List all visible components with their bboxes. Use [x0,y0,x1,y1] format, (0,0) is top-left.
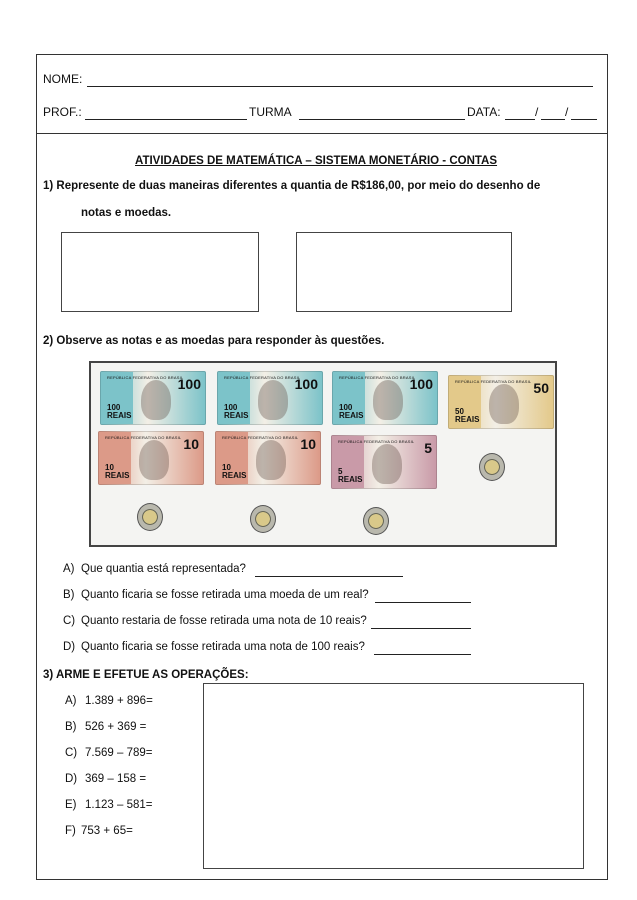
date-slash: / [535,105,539,119]
one-real-coin [250,505,276,533]
date-year-field[interactable] [571,119,597,120]
q2-d-letter: D) [63,641,76,653]
banknote-50 [448,375,554,429]
q2-b-letter: B) [63,589,75,601]
q2-a-answer[interactable] [255,576,403,577]
banknote-10 [215,431,321,485]
banknote-5 [331,435,437,489]
q1-text-cont: notas e moedas. [81,207,172,219]
effigy-portrait [139,440,169,480]
banknote-denomination: 100 [294,376,318,392]
q2-a-letter: A) [63,563,75,575]
banknote-label: 100 REAIS [339,403,364,420]
op-f-letter: F) [65,825,76,837]
name-label: NOME: [43,72,83,86]
answer-box-1[interactable] [61,232,259,312]
date-day-field[interactable] [505,119,535,120]
op-a-expr: 1.389 + 896= [85,695,153,707]
operations-work-area[interactable] [203,683,584,869]
banknote-label: 5 REAIS [338,467,363,484]
banknote-100 [332,371,438,425]
q2-c-letter: C) [63,615,76,627]
banknote-header: REPÚBLICA FEDERATIVA DO BRASIL [105,435,182,440]
op-b-letter: B) [65,721,77,733]
date-month-field[interactable] [541,119,565,120]
effigy-portrait [373,380,403,420]
banknote-label: 50 REAIS [455,407,480,424]
banknote-header: REPÚBLICA FEDERATIVA DO BRASIL [339,375,416,380]
name-field[interactable] [87,86,593,87]
banknote-10 [98,431,204,485]
op-d-letter: D) [65,773,78,785]
banknote-header: REPÚBLICA FEDERATIVA DO BRASIL [107,375,184,380]
q2-c-answer[interactable] [371,628,471,629]
op-d-expr: 369 – 158 = [85,773,147,785]
op-f-expr: 753 + 65= [81,825,133,837]
banknote-header: REPÚBLICA FEDERATIVA DO BRASIL [338,439,415,444]
banknote-denomination: 5 [424,440,432,456]
one-real-coin [479,453,505,481]
op-e-letter: E) [65,799,77,811]
q2-a-text: Que quantia está representada? [81,563,246,575]
q2-d-text: Quanto ficaria se fosse retirada uma nota de 100 reais? [81,641,365,653]
banknote-100 [100,371,206,425]
q3-title: 3) ARME E EFETUE AS OPERAÇÕES: [43,669,249,681]
banknote-100 [217,371,323,425]
q2-b-answer[interactable] [375,602,471,603]
q2-c-text: Quanto restaria de fosse retirada uma nota de 10 reais? [81,615,367,627]
banknote-denomination: 50 [533,380,549,396]
effigy-portrait [256,440,286,480]
banknote-denomination: 10 [183,436,199,452]
date-slash: / [565,105,569,119]
op-c-letter: C) [65,747,78,759]
banknote-denomination: 10 [300,436,316,452]
prof-label: PROF.: [43,105,82,119]
banknote-label: 100 REAIS [107,403,132,420]
effigy-portrait [258,380,288,420]
q2-b-text: Quanto ficaria se fosse retirada uma moeda de um real? [81,589,369,601]
banknote-header: REPÚBLICA FEDERATIVA DO BRASIL [455,379,532,384]
data-label: DATA: [467,105,501,119]
banknote-header: REPÚBLICA FEDERATIVA DO BRASIL [222,435,299,440]
effigy-portrait [489,384,519,424]
banknote-label: 100 REAIS [224,403,249,420]
banknote-label: 10 REAIS [222,463,247,480]
op-a-letter: A) [65,695,77,707]
turma-field[interactable] [299,119,465,120]
one-real-coin [363,507,389,535]
op-b-expr: 526 + 369 = [85,721,147,733]
banknote-label: 10 REAIS [105,463,130,480]
banknote-denomination: 100 [177,376,201,392]
op-c-expr: 7.569 – 789= [85,747,153,759]
page-title: ATIVIDADES DE MATEMÁTICA – SISTEMA MONETÁRIO - CONTAS [135,155,498,167]
q1-text: 1) Represente de duas maneiras diferentes a quantia de R$186,00, por meio do desenho de [43,180,541,192]
worksheet-frame [36,54,608,880]
banknote-denomination: 100 [409,376,433,392]
prof-field[interactable] [85,119,247,120]
answer-box-2[interactable] [296,232,512,312]
header-divider [37,133,607,134]
q2-intro: 2) Observe as notas e as moedas para responder às questões. [43,335,385,347]
q2-d-answer[interactable] [374,654,471,655]
one-real-coin [137,503,163,531]
op-e-expr: 1.123 – 581= [85,799,153,811]
banknote-header: REPÚBLICA FEDERATIVA DO BRASIL [224,375,301,380]
turma-label: TURMA [249,105,292,119]
effigy-portrait [372,444,402,484]
effigy-portrait [141,380,171,420]
money-photo [89,361,557,547]
